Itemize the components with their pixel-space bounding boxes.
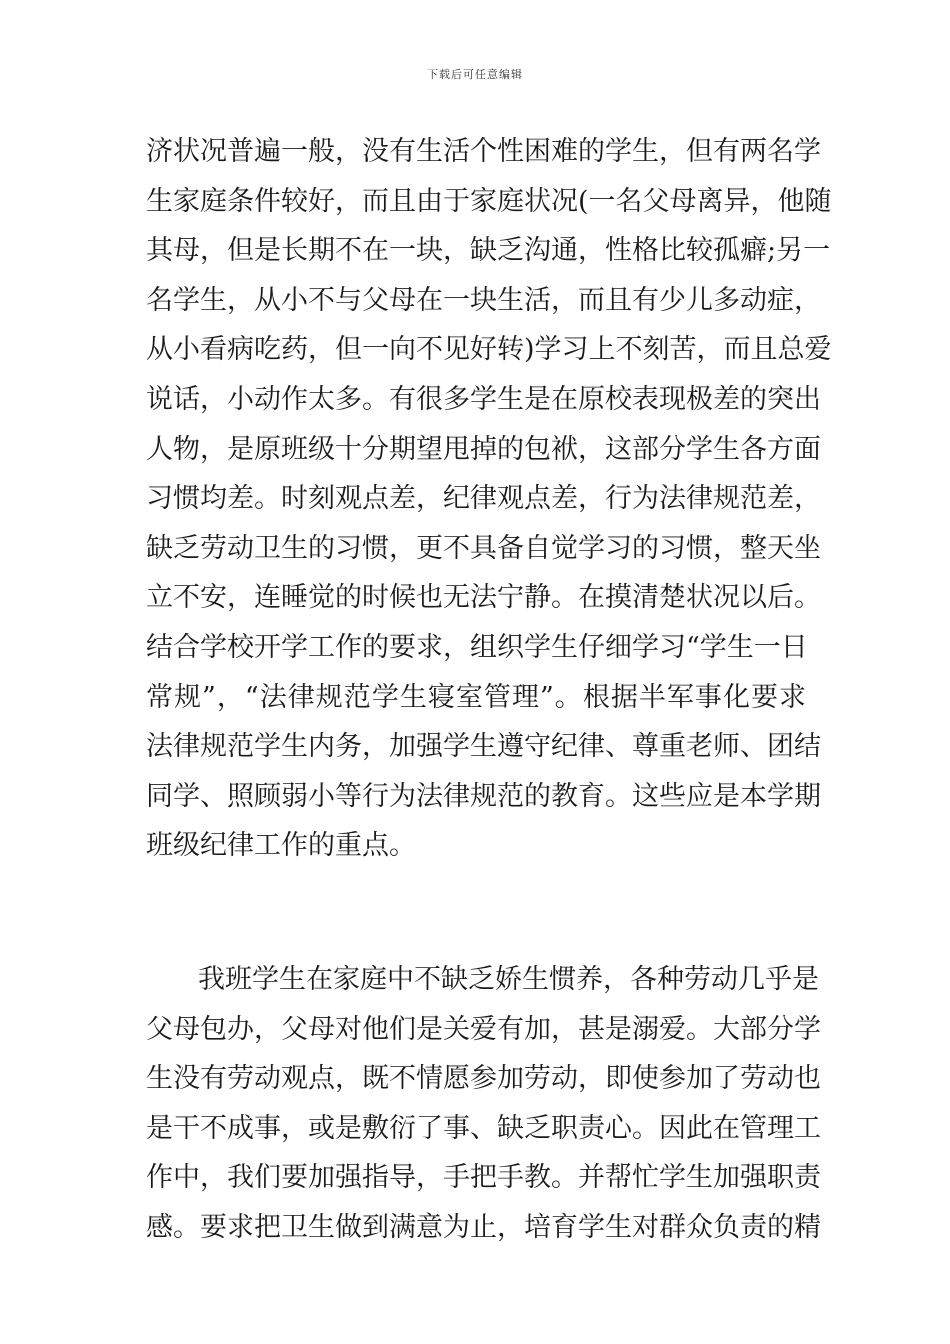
paragraph-2 <box>146 955 821 1253</box>
text-line: 班级纪律工作的重点。 <box>146 830 416 862</box>
paragraph-gap <box>146 871 806 955</box>
text-line: 我班学生在家庭中不缺乏娇生惯养，各种劳动几乎是 <box>198 963 819 995</box>
text-line: 济状况普遍一般，没有生活个性困难的学生，但有两名学 <box>146 136 821 167</box>
text-line: 习惯均差。时刻观点差，纪律观点差，行为法律规范差， <box>146 483 821 515</box>
text-line: 从小看病吃药，但一向不见好转)学习上不刻苦，而且总爱 <box>146 334 832 366</box>
text-line: 同学、照顾弱小等行为法律规范的教育。这些应是本学期 <box>146 780 821 812</box>
text-line: 结合学校开学工作的要求，组织学生仔细学习“学生一日 <box>146 631 808 663</box>
text-line: 人物，是原班级十分期望甩掉的包袱，这部分学生各方面 <box>146 433 821 465</box>
text-line: 其母，但是长期不在一块，缺乏沟通，性格比较孤癖;另一 <box>146 235 831 267</box>
text-line: 是干不成事，或是敷衍了事、缺乏职责心。因此在管理工 <box>146 1112 821 1144</box>
text-line: 常规”，“法律规范学生寝室管理”。根据半军事化要求 <box>146 681 806 713</box>
text-line: 父母包办，父母对他们是关爱有加，甚是溺爱。大部分学 <box>146 1013 821 1045</box>
text-line: 名学生，从小不与父母在一块生活，而且有少儿多动症， <box>146 284 821 316</box>
text-line: 立不安，连睡觉的时候也无法宁静。在摸清楚状况以后。 <box>146 582 821 614</box>
text-line: 生家庭条件较好，而且由于家庭状况(一名父母离异，他随 <box>146 185 832 217</box>
text-line: 作中，我们要加强指导，手把手教。并帮忙学生加强职责 <box>146 1162 821 1194</box>
text-line: 感。要求把卫生做到满意为止，培育学生对群众负责的精 <box>146 1211 821 1243</box>
text-line: 法律规范学生内务，加强学生遵守纪律、尊重老师、团结 <box>146 731 821 763</box>
text-line: 生没有劳动观点，既不情愿参加劳动，即使参加了劳动也 <box>146 1063 821 1095</box>
text-line: 缺乏劳动卫生的习惯，更不具备自觉学习的习惯，整天坐 <box>146 532 821 564</box>
text-line: 说话，小动作太多。有很多学生是在原校表现极差的突出 <box>146 383 821 415</box>
page-header: 下载后可任意编辑 <box>427 68 523 81</box>
paragraph-1 <box>146 127 832 871</box>
document-body <box>146 127 832 1252</box>
